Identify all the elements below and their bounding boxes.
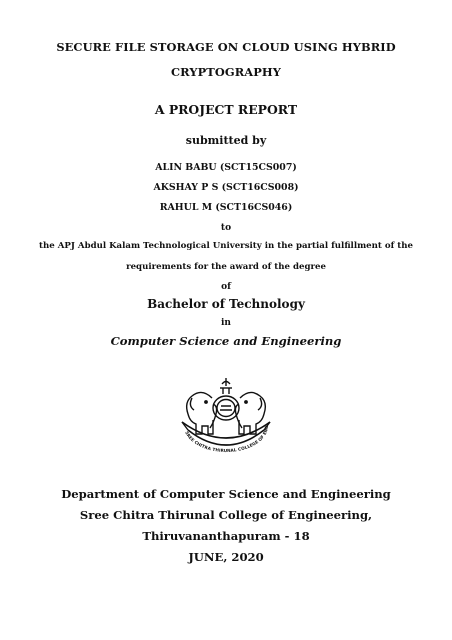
author-1: ALIN BABU (SCT15CS007) (155, 162, 297, 173)
city-name: Thiruvananthapuram - 18 (142, 529, 310, 543)
university-line-1: the APJ Abdul Kalam Technological University in the partial fulfillment of the (39, 241, 413, 251)
author-3: RAHUL M (SCT16CS046) (159, 202, 293, 213)
report-date: JUNE, 2020 (188, 550, 264, 564)
author-2: AKSHAY P S (SCT16CS008) (153, 182, 299, 193)
emblem-ring-text: SREE CHITRA THIRUNAL COLLEGE OF ENG (184, 425, 270, 454)
department-name: Department of Computer Science and Engineering (61, 487, 391, 501)
submitted-by-label: submitted by (185, 134, 267, 147)
degree-name: Bachelor of Technology (147, 297, 305, 311)
in-label: in (221, 318, 231, 328)
university-line-2: requirements for the award of the degree (126, 262, 326, 272)
project-title-line-1: SECURE FILE STORAGE ON CLOUD USING HYBRID (56, 40, 396, 54)
college-emblem-icon (176, 376, 276, 460)
of-label: of (221, 282, 231, 292)
branch-name: Computer Science and Engineering (110, 334, 342, 348)
to-label: to (220, 223, 232, 233)
report-type: A PROJECT REPORT (154, 102, 298, 117)
college-name: Sree Chitra Thirunal College of Engineering, (79, 508, 373, 522)
project-title-line-2: CRYPTOGRAPHY (171, 65, 281, 79)
